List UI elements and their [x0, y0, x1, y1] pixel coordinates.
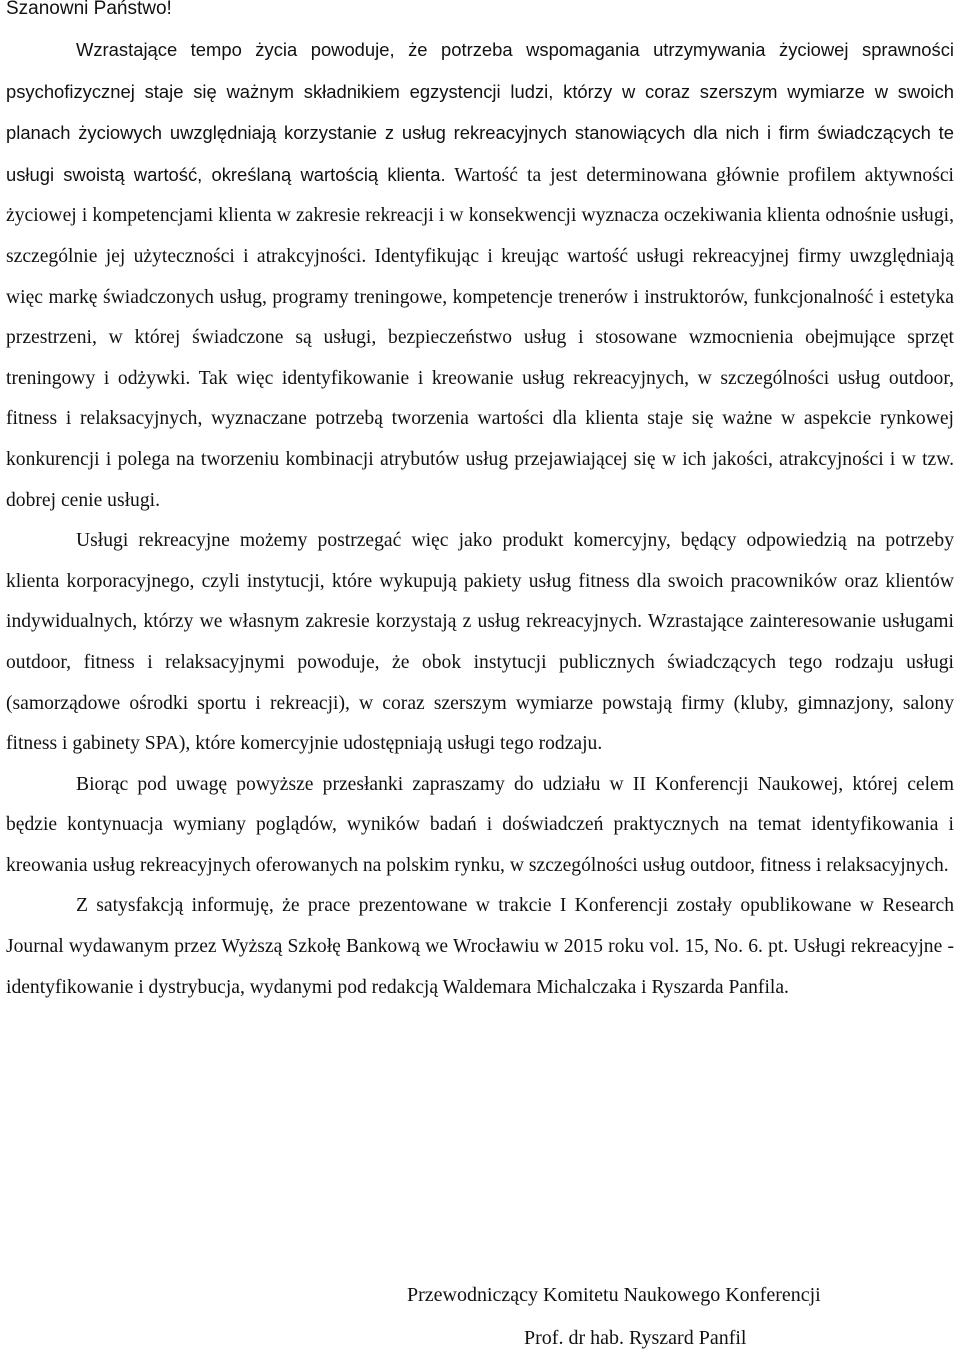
letter-body [6, 30, 954, 1008]
signature-name: Prof. dr hab. Ryszard Panfil [524, 1327, 747, 1349]
salutation: Szanowni Państwo! [6, 0, 172, 19]
paragraph-publication: Z satysfakcją informuję, że prace prezentowane w trakcie I Konferencji zostały opublikowane w Research Journal wydawanym przez Wyższą Szkołę Bankową we Wrocławiu w 2015 roku vol. 15, No. 6. pt. Usługi rekreacyjne - identyfikowanie i dystrybucja, wydanymi pod redakcją Waldemara Michalczaka i Ryszarda Panfila. [6, 895, 954, 998]
paragraph-services: Usługi rekreacyjne możemy postrzegać więc jako produkt komercyjny, będący odpowiedzią na potrzeby klienta korporacyjnego, czyli instytucji, które wykupują pakiety usług fitness dla swoich pracowników oraz klientów indywidualnych, którzy we własnym zakresie korzystają z usług rekreacyjnych. Wzrastające zainteresowanie usługami outdoor, fitness i relaksacyjnymi powoduje, że obok instytucji publicznych świadczących tego rodzaju usługi (samorządowe ośrodki sportu i rekreacji), w coraz szerszym wymiarze powstają firmy (kluby, gimnazjony, salony fitness i gabinety SPA), które komercyjnie udostępniają usługi tego rodzaju. [6, 530, 954, 755]
paragraph-intro [6, 30, 954, 521]
paragraph-intro-text: Wartość ta jest determinowana głównie profilem aktywności życiowej i kompetencjami klienta w zakresie rekreacji i w konsekwencji wyznacza oczekiwania klienta odnośnie usługi, szczególnie jej użyteczności i atrakcyjności. Identyfikując i kreując wartość usługi rekreacyjnej firmy uwzględniają więc markę świadczonych usług, programy treningowe, kompetencje trenerów i instruktorów, funkcjonalność i estetyka przestrzeni, w której świadczone są usługi, bezpieczeństwo usług i stosowane wzmocnienia obejmujące sprzęt treningowy i odżywki. Tak więc identyfikowanie i kreowanie usług rekreacyjnych, w szczególności usług outdoor, fitness i relaksacyjnych, wyznaczane potrzebą tworzenia wartości dla klienta staje się ważne w aspekcie rynkowej konkurencji i polega na tworzeniu kombinacji atrybutów usług przejawiającej się w ich jakości, atrakcyjności i w tzw. dobrej cenie usługi. [6, 164, 954, 511]
paragraph-intro-lead: Wzrastające tempo życia powoduje, że potrzeba wspomagania utrzymywania życiowej sprawności psychofizycznej staje się ważnym składnikiem egzystencji ludzi, którzy w coraz szerszym wymiarze w swoich planach życiowych uwzględniają korzystanie z usług rekreacyjnych stanowiących dla nich i firm świadczących te usługi swoistą wartość, określaną wartością klienta. [6, 39, 954, 185]
paragraph-invitation: Biorąc pod uwagę powyższe przesłanki zapraszamy do udziału w II Konferencji Naukowej, której celem będzie kontynuacja wymiany poglądów, wyników badań i doświadczeń praktycznych na temat identyfikowania i kreowania usług rekreacyjnych oferowanych na polskim rynku, w szczególności usług outdoor, fitness i relaksacyjnych. [6, 773, 954, 876]
signature-role: Przewodniczący Komitetu Naukowego Konferencji [407, 1284, 821, 1306]
